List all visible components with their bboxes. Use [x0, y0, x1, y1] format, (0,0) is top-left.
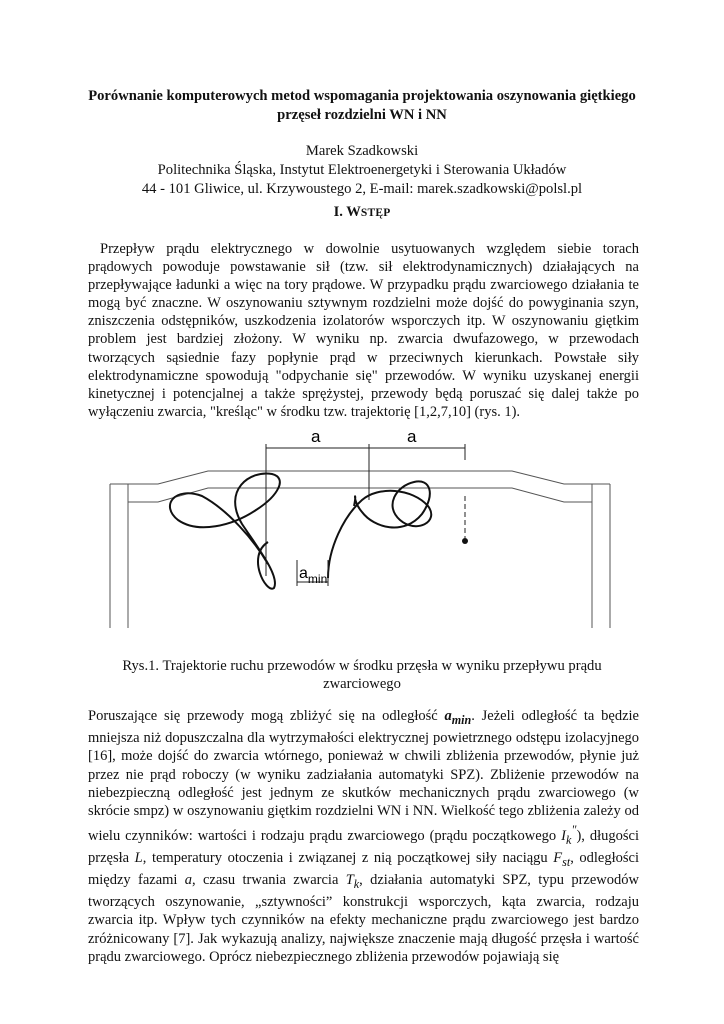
left-conductor-trajectory [170, 473, 280, 588]
L-symbol: L [134, 849, 143, 866]
portal-crossbeam [110, 471, 610, 502]
p2-text-3: ), długości przęsła [88, 827, 639, 866]
ik-symbol-base: I [561, 827, 566, 844]
dimension-a-lines [266, 444, 465, 576]
amin-label-base: a [299, 565, 308, 582]
left-support-column [110, 484, 128, 628]
tk-symbol-sub: k [353, 876, 360, 891]
ik-symbol-sup: " [571, 822, 577, 837]
amin-symbol [444, 708, 472, 727]
p2-text-1: Poruszające się przewody mogą zbliżyć się na odległość [88, 708, 445, 724]
ik-symbol-sub: k [565, 832, 572, 847]
conductor-rest-point [462, 538, 468, 544]
ik-symbol [561, 822, 577, 847]
section-number: I. [333, 204, 343, 220]
trajectory-diagram-svg [96, 418, 626, 650]
right-conductor-trajectory [328, 481, 431, 578]
author-name: Marek Szadkowski [305, 143, 419, 159]
section-heading [80, 204, 644, 221]
fst-symbol [553, 849, 571, 869]
author-address: 44 - 101 Gliwice, ul. Krzywoustego 2, E-mail: marek.szadkowski@polsl.pl [141, 181, 583, 197]
amin-label-subscript: min [307, 572, 328, 586]
fst-symbol-sub: st [562, 854, 571, 869]
amin-symbol-sub: min [451, 712, 472, 727]
paragraph-amin [88, 707, 639, 966]
dimension-label-a-right: a [407, 427, 417, 446]
paragraph-introduction: Przepływ prądu elektrycznego w dowolnie usytuowanych względem siebie torach prądowych powoduje powstawanie sił (tzw. sił elektrodynamicznych) działających na przepływające ładunki a więc na tory prądowe. W przypadku prądu zwarciowego działania te mogą być znaczne. W oszynowaniu sztywnym rozdzielni może dojść do powyginania szyn, zniszczenia odstępników, uszkodzenia izolatorów wsporczych itp. W oszynowaniu giętkim problem jest bardziej złożony. W wyniku np. zwarcia dwufazowego, w przewodach tworzących sąsiednie fazy popłynie prąd w przeciwnych kierunkach. Powstałe siły elektrodynamiczne spowodują "odpychanie się" przewodów. W wyniku uzyskanej energii kinetycznej i potencjalnej a także sprężystej, przewody będą poruszać się dalej także po wyłączeniu zwarcia, "kreśląc" w środku tzw. trajektorię [1,2,7,10] (rys. 1). [88, 241, 639, 420]
paper-title-line-1: Porównanie komputerowych metod wspomagania projektowania oszynowania giętkiego [88, 88, 636, 104]
paper-title-line-2: przęseł rozdzielni WN i NN [277, 107, 447, 123]
p2-text-6: , czasu trwania zwarcia [192, 871, 346, 888]
a-symbol: a [184, 871, 193, 888]
p2-text-4: , temperatury otoczenia i związanej z nią początkowej siły naciągu [142, 849, 554, 866]
section-title-rest: STĘP [360, 207, 391, 219]
author-block [80, 142, 644, 199]
dimension-label-a-left: a [311, 427, 321, 446]
p2-text-2: . Jeżeli odległość ta będzie mniejsza niż dopuszczalna dla wytrzymałości elektrycznej powietrznego odstępu izolacyjnego [16], może dojść do zwarcia wtórnego, ponieważ w chwili zbliżenia przewodów, płynie już przez nie prąd roboczy (w wyniku zadziałania automatyki SPZ). Zbliżenie przewodów na niebezpieczną odległość jest jednym ze skutków mechanicznych prądu zwarciowego (w skrócie smpz) w oszynowaniu giętkim rozdzielni WN i NN. Wielkość tego zbliżenia zależy od wielu czynników: wartości i rodzaju prądu zwarciowego (prądu początkowego [88, 708, 639, 844]
tk-symbol-base: T [345, 871, 354, 888]
tk-symbol [345, 871, 360, 891]
amin-symbol-base: a [444, 708, 452, 724]
figure-1-trajectory-diagram [96, 418, 626, 650]
paper-title [80, 87, 644, 125]
p2-text-7: , działania automatyki SPZ, typu przewodów tworzących oszynowanie, „sztywności” konstrukcji wsporczych, kąta zwarcia, rodzaju zwarcia itp. Wpływ tych czynników na efekty mechaniczne prądu zwarciowego jest bardzo zróżnicowany [7]. Jak wykazują analizy, największe znaczenie mają długość przęsła i wartość prądu zwarciowego. Oprócz niebezpiecznego zbliżenia przewodów pojawiają się [88, 871, 639, 965]
caption-line-2: zwarciowego [323, 676, 401, 692]
author-affiliation: Politechnika Śląska, Instytut Elektroenergetyki i Sterowania Układów [157, 162, 567, 178]
figure-1-caption [100, 657, 624, 693]
p2-text-5: , odległości między fazami [88, 849, 639, 888]
right-support-column [592, 484, 610, 628]
dimension-label-amin [299, 565, 327, 586]
fst-symbol-base: F [553, 849, 563, 866]
section-title-initial: W [346, 204, 361, 220]
caption-line-1: Rys.1. Trajektorie ruchu przewodów w środku przęsła w wyniku przepływu prądu [122, 658, 602, 674]
